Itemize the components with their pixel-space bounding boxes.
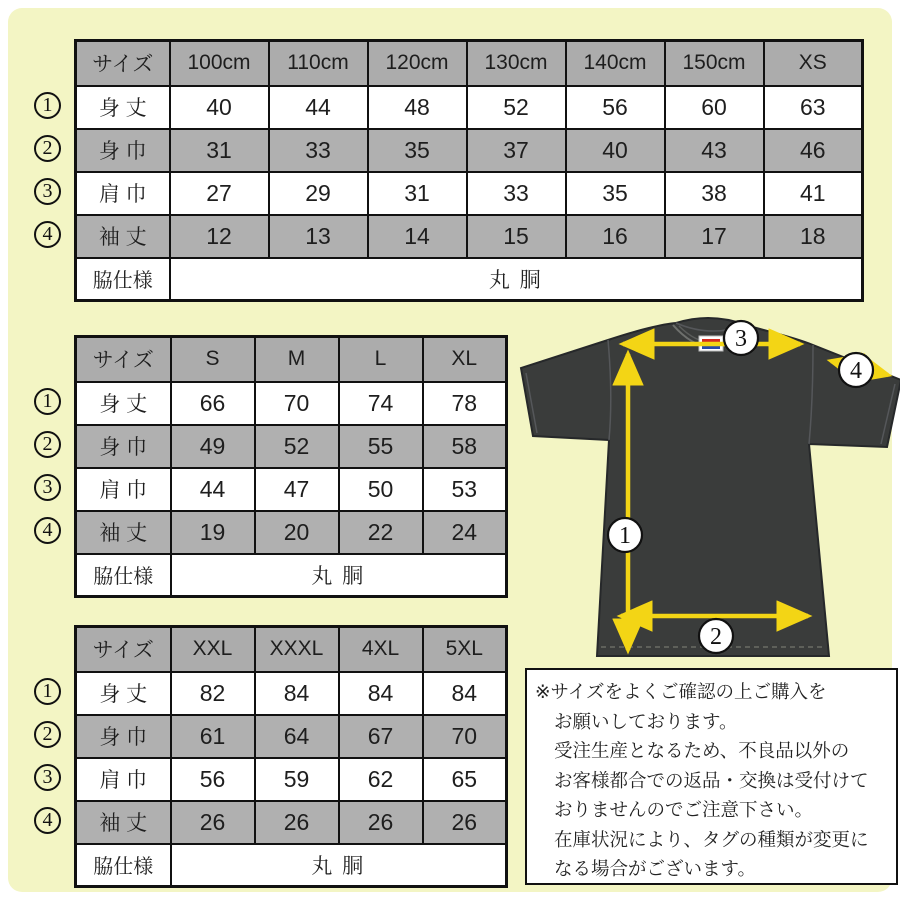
row-label: 身 丈 [76,672,171,715]
size-value: 63 [764,86,863,129]
row-label: 身 巾 [76,715,171,758]
col-header: サイズ [76,41,170,86]
size-value: 35 [368,129,467,172]
row-label: 肩 巾 [76,758,171,801]
row-label: 身 巾 [76,425,171,468]
circled-number-1: 1 [34,678,61,705]
circled-number-2: 2 [34,135,61,162]
row-label: 身 丈 [76,382,171,425]
size-value: 33 [467,172,566,215]
size-value: 18 [764,215,863,258]
size-value: 58 [423,425,507,468]
marker-4 [839,353,873,387]
marker-2-label: 2 [710,624,722,650]
size-value: 70 [255,382,339,425]
size-value: 26 [339,801,423,844]
size-value: 52 [467,86,566,129]
note-line: ※サイズをよくご確認の上ご購入を [535,681,827,702]
col-header: 150cm [665,41,764,86]
row-label: 身 巾 [76,129,170,172]
col-header: XL [423,337,507,382]
table-row [76,382,507,425]
size-value: 20 [255,511,339,554]
col-header: 110cm [269,41,368,86]
size-value: 26 [423,801,507,844]
size-value: 33 [269,129,368,172]
table-row [76,129,863,172]
circled-number-4: 4 [34,517,61,544]
size-value: 78 [423,382,507,425]
circled-number-2: 2 [34,431,61,458]
size-value: 56 [566,86,665,129]
footer-value: 丸 胴 [171,844,507,887]
size-value: 22 [339,511,423,554]
size-value: 31 [170,129,269,172]
size-value: 62 [339,758,423,801]
size-value: 82 [171,672,255,715]
size-table-kids [74,39,864,302]
size-value: 31 [368,172,467,215]
table-row [76,425,507,468]
size-value: 38 [665,172,764,215]
table-header-row [76,337,507,382]
table-row [76,86,863,129]
col-header: 140cm [566,41,665,86]
table-row [76,468,507,511]
size-value: 17 [665,215,764,258]
row-label: 肩 巾 [76,172,170,215]
size-chart-sheet [8,8,892,892]
note-line: お客様都合での返品・交換は受付けて [554,769,869,791]
marker-1-label: 1 [619,523,631,549]
size-value: 16 [566,215,665,258]
tshirt-measure-diagram [513,306,900,668]
size-value: 52 [255,425,339,468]
size-value: 47 [255,468,339,511]
size-value: 59 [255,758,339,801]
size-value: 40 [566,129,665,172]
size-value: 61 [171,715,255,758]
circled-number-1: 1 [34,92,61,119]
note-line: おりませんのでご注意下さい。 [554,799,814,820]
marker-1 [608,518,642,552]
table-header-row [76,41,863,86]
size-value: 19 [171,511,255,554]
size-value: 29 [269,172,368,215]
size-value: 49 [171,425,255,468]
note-line: 受注生産となるため、不良品以外の [554,740,850,761]
size-value: 43 [665,129,764,172]
size-value: 44 [269,86,368,129]
table-row [76,672,507,715]
col-header: L [339,337,423,382]
circled-number-3: 3 [34,764,61,791]
table-row [76,715,507,758]
size-value: 27 [170,172,269,215]
col-header: S [171,337,255,382]
col-header: XXL [171,627,255,672]
table-row [76,172,863,215]
size-value: 50 [339,468,423,511]
footer-label: 脇仕様 [76,844,171,887]
table-footer-row [76,844,507,887]
footer-value: 丸 胴 [170,258,863,301]
note-line: 在庫状況により、タグの種類が変更に [554,828,869,850]
size-value: 67 [339,715,423,758]
circled-number-3: 3 [34,474,61,501]
size-value: 26 [171,801,255,844]
size-value: 15 [467,215,566,258]
size-value: 84 [255,672,339,715]
col-header: 130cm [467,41,566,86]
col-header: 100cm [170,41,269,86]
table-footer-row [76,554,507,597]
circled-number-2: 2 [34,721,61,748]
size-value: 44 [171,468,255,511]
row-label: 袖 丈 [76,801,171,844]
footer-label: 脇仕様 [76,554,171,597]
size-table-adult [74,335,508,598]
size-value: 84 [423,672,507,715]
note-line: なる場合がございます。 [554,858,757,879]
col-header: XS [764,41,863,86]
size-value: 14 [368,215,467,258]
size-value: 74 [339,382,423,425]
table-row [76,215,863,258]
note-line: お願いしております。 [554,710,738,732]
size-value: 60 [665,86,764,129]
circled-number-1: 1 [34,388,61,415]
table-footer-row [76,258,863,301]
size-value: 66 [171,382,255,425]
circled-number-4: 4 [34,221,61,248]
table-header-row [76,627,507,672]
col-header: 5XL [423,627,507,672]
col-header: サイズ [76,627,171,672]
circled-number-4: 4 [34,807,61,834]
footer-value: 丸 胴 [171,554,507,597]
size-value: 24 [423,511,507,554]
col-header: XXXL [255,627,339,672]
size-value: 56 [171,758,255,801]
size-value: 65 [423,758,507,801]
size-value: 46 [764,129,863,172]
size-value: 84 [339,672,423,715]
size-value: 48 [368,86,467,129]
size-value: 37 [467,129,566,172]
size-value: 12 [170,215,269,258]
size-value: 70 [423,715,507,758]
marker-3-label: 3 [735,326,747,352]
size-value: 35 [566,172,665,215]
col-header: M [255,337,339,382]
size-value: 64 [255,715,339,758]
size-value: 13 [269,215,368,258]
col-header: 4XL [339,627,423,672]
footer-label: 脇仕様 [76,258,170,301]
size-value: 53 [423,468,507,511]
marker-3 [724,321,758,355]
table-row [76,758,507,801]
size-value: 26 [255,801,339,844]
size-table-plus [74,625,508,888]
size-value: 55 [339,425,423,468]
row-label: 袖 丈 [76,511,171,554]
col-header: サイズ [76,337,171,382]
col-header: 120cm [368,41,467,86]
size-value: 41 [764,172,863,215]
row-label: 袖 丈 [76,215,170,258]
marker-2 [699,619,733,653]
size-value: 40 [170,86,269,129]
row-label: 肩 巾 [76,468,171,511]
marker-4-label: 4 [850,358,862,384]
table-row [76,511,507,554]
table-row [76,801,507,844]
circled-number-3: 3 [34,178,61,205]
row-label: 身 丈 [76,86,170,129]
purchase-note-box [525,668,898,885]
